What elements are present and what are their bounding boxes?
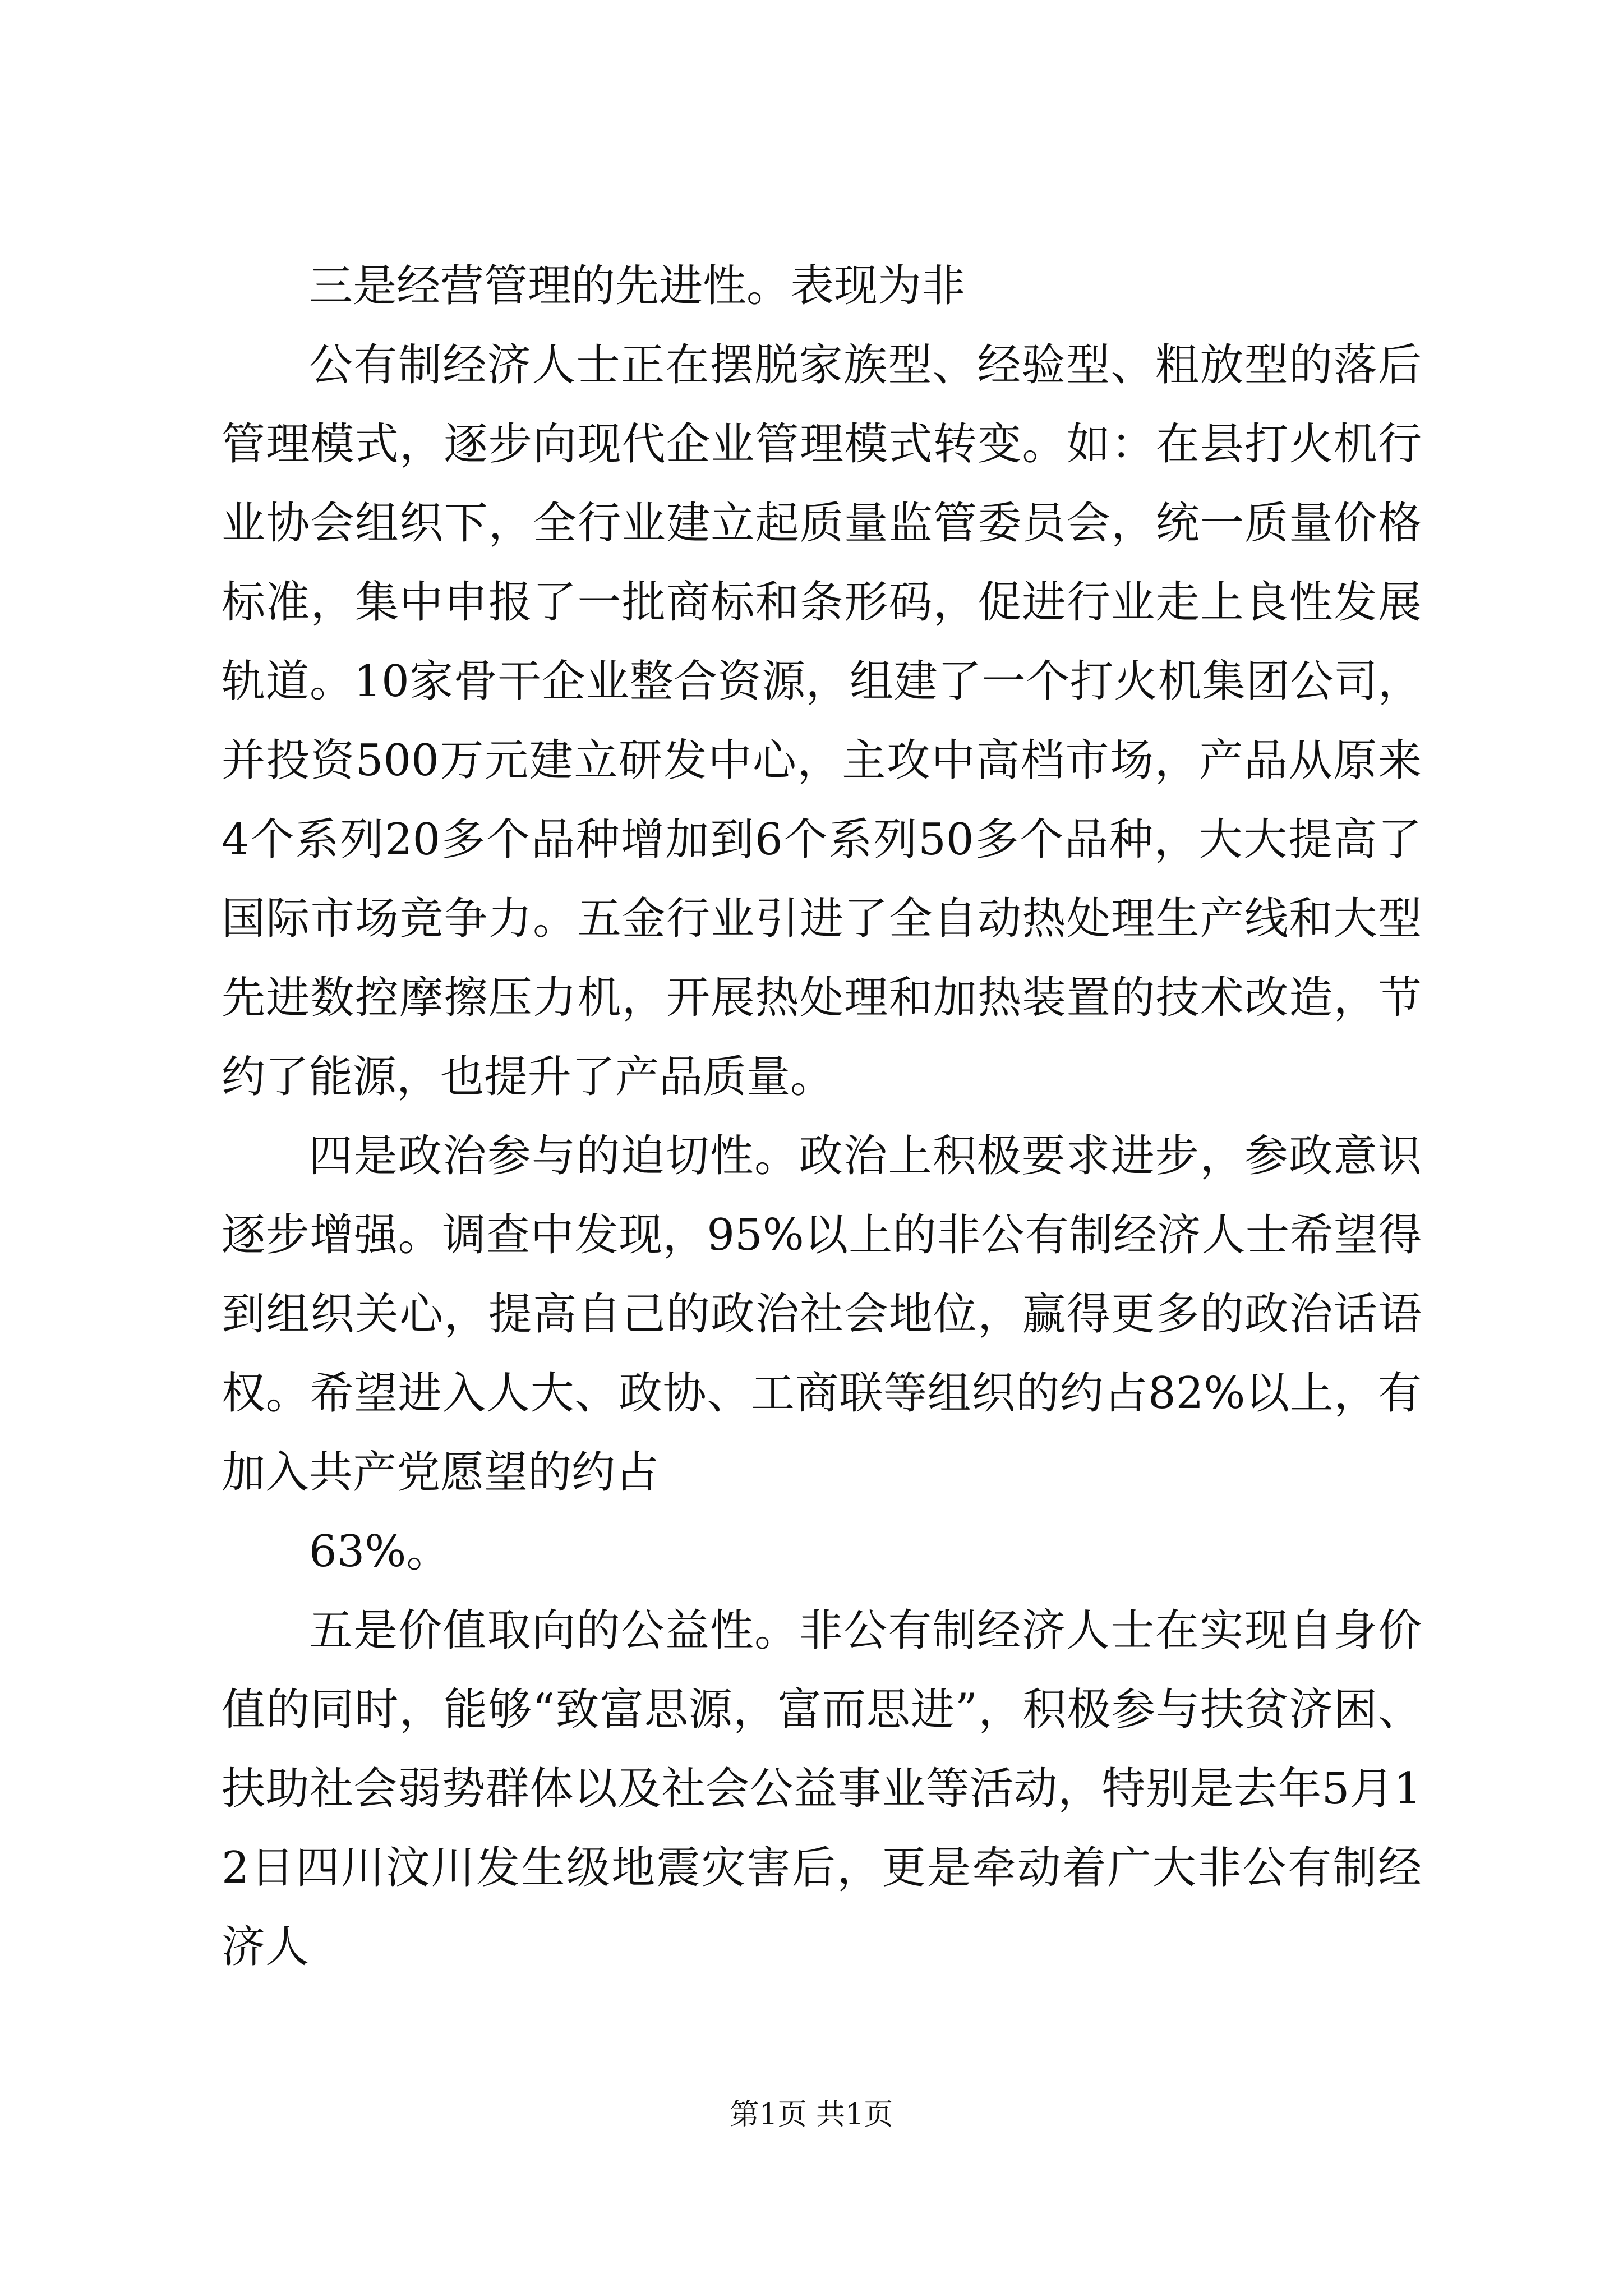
paragraph-4: 63%。 <box>309 1526 450 1577</box>
document-body <box>222 247 1422 1987</box>
paragraph-5: 五是价值取向的公益性。非公有制经济人士在实现自身价值的同时，能够“致富思源，富而思进”，积极参与扶贫济困、扶助社会弱势群体以及社会公益事业等活动，特别是去年5月12日四川汶川发生级地震灾害后，更是牵动着广大非公有制经济人 <box>222 1605 1422 1972</box>
page-footer: 第1页 共1页 <box>730 2098 893 2132</box>
paragraph-2: 公有制经济人士正在摆脱家族型、经验型、粗放型的落后管理模式，逐步向现代企业管理模式转变。如：在县打火机行业协会组织下，全行业建立起质量监管委员会，统一质量价格标准，集中申报了一批商标和条形码，促进行业走上良性发展轨道。10家骨干企业整合资源，组建了一个打火机集团公司，并投资500万元建立研发中心，主攻中高档市场，产品从原来4个系列20多个品种增加到6个系列50多个品种，大大提高了国际市场竞争力。五金行业引进了全自动热处理生产线和大型先进数控摩擦压力机，开展热处理和加热装置的技术改造，节约了能源，也提升了产品质量。 <box>222 340 1422 1102</box>
paragraph-1: 三是经营管理的先进性。表现为非 <box>309 261 966 311</box>
paragraph-3: 四是政治参与的迫切性。政治上积极要求进步，参政意识逐步增强。调查中发现，95%以上的非公有制经济人士希望得到组织关心，提高自己的政治社会地位，赢得更多的政治话语权。希望进入人大、政协、工商联等组织的约占82%以上，有加入共产党愿望的约占 <box>222 1131 1422 1498</box>
